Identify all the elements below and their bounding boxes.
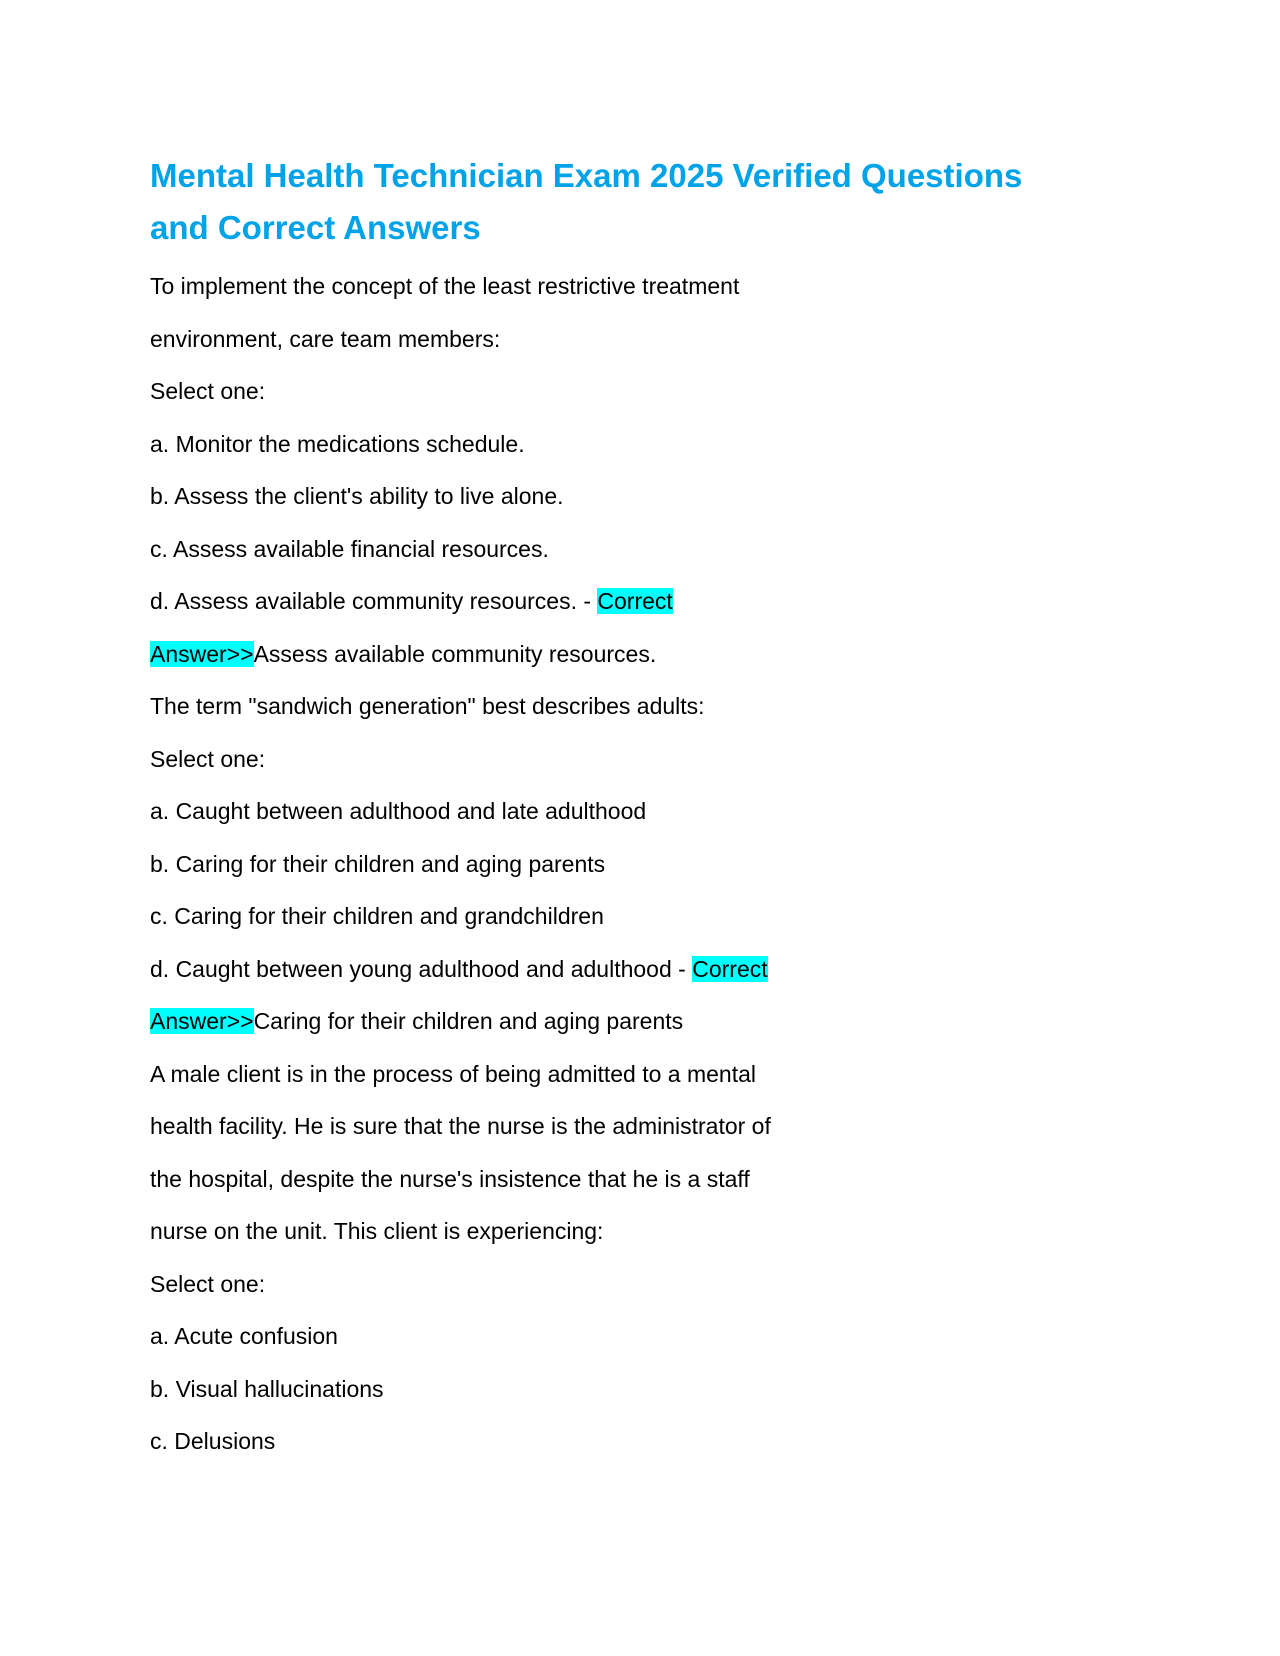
- document-content: [150, 150, 1110, 1468]
- q2-answer: [150, 995, 1110, 1048]
- q2-select-prompt: Select one:: [150, 745, 266, 772]
- q3-option-c: c. Delusions: [150, 1428, 276, 1454]
- q2-stem-line-1: The term "sandwich generation" best describes adults:: [150, 693, 705, 719]
- document-title: [150, 150, 1110, 254]
- q3-stem-line-1: A male client is in the process of being admitted to a mental: [150, 1060, 756, 1087]
- q2-answer-highlight: Answer>>: [150, 1008, 254, 1034]
- q2-answer-text: Caring for their children and aging parents: [253, 1008, 684, 1034]
- q3-stem-line-2: health facility. He is sure that the nurse is the administrator of: [150, 1113, 771, 1139]
- q1-option-b: b. Assess the client's ability to live alone.: [150, 483, 564, 509]
- q1-answer: [150, 628, 1110, 681]
- q1-select-prompt: Select one:: [150, 378, 266, 404]
- q1-answer-text: Assess available community resources.: [253, 640, 657, 667]
- q1-answer-highlight: Answer>>: [150, 640, 254, 667]
- q1-correct-highlight: Correct: [597, 588, 673, 614]
- q1-option-d: [150, 575, 1110, 628]
- q2-option-d-text: d. Caught between young adulthood and adulthood -: [150, 955, 693, 982]
- title-line-2: and Correct Answers: [150, 209, 481, 246]
- q1-option-a: a. Monitor the medications schedule.: [150, 430, 525, 457]
- title-line-1: Mental Health Technician Exam 2025 Verified Questions: [150, 157, 1023, 194]
- questions-body: [150, 260, 1110, 1468]
- q1-stem-line-2: environment, care team members:: [150, 325, 501, 352]
- q2-option-c: c. Caring for their children and grandchildren: [150, 903, 604, 929]
- q1-stem-line-1: To implement the concept of the least restrictive treatment: [150, 273, 740, 299]
- q2-option-b: b. Caring for their children and aging parents: [150, 850, 606, 877]
- q3-option-a: a. Acute confusion: [150, 1323, 338, 1349]
- q1-option-c: c. Assess available financial resources.: [150, 535, 549, 562]
- q3-select-prompt: Select one:: [150, 1270, 266, 1297]
- q2-option-d: [150, 943, 1110, 996]
- q2-correct-highlight: Correct: [692, 955, 768, 982]
- q3-stem-line-4: nurse on the unit. This client is experiencing:: [150, 1218, 604, 1244]
- q2-option-a: a. Caught between adulthood and late adulthood: [150, 798, 647, 824]
- q3-option-b: b. Visual hallucinations: [150, 1375, 384, 1402]
- q1-option-d-text: d. Assess available community resources. -: [150, 588, 598, 614]
- q3-stem-line-3: the hospital, despite the nurse's insistence that he is a staff: [150, 1165, 750, 1192]
